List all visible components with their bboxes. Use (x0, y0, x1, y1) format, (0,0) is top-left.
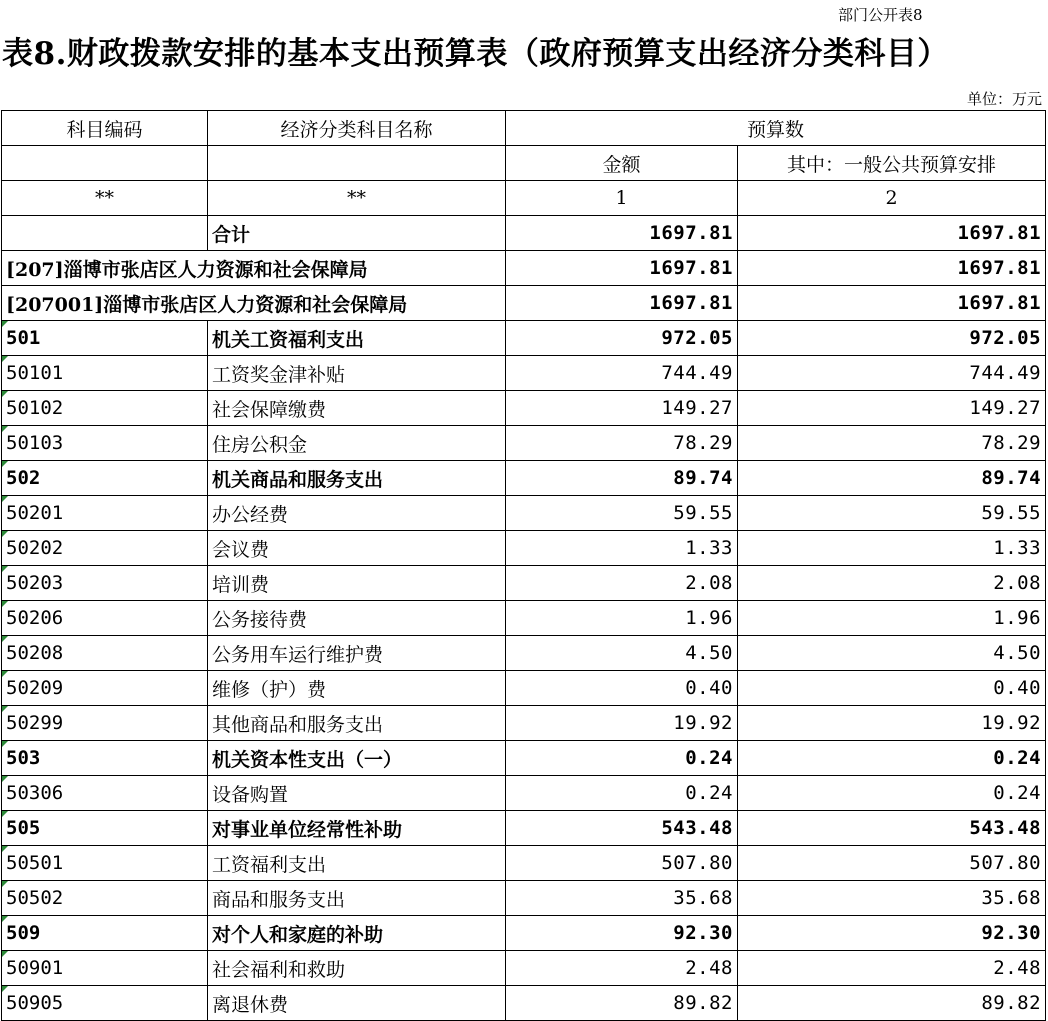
row-general: 89.82 (738, 986, 1046, 1021)
table-row (2, 776, 1046, 811)
row-amount: 744.49 (506, 356, 738, 391)
row-code: 50202 (2, 531, 208, 566)
row-amount: 1.96 (506, 601, 738, 636)
row-amount: 59.55 (506, 496, 738, 531)
row-amount: 35.68 (506, 881, 738, 916)
row-amount: 2.48 (506, 951, 738, 986)
row-code: 50102 (2, 391, 208, 426)
row-amount: 19.92 (506, 706, 738, 741)
table-row (2, 671, 1046, 706)
row-code: 503 (2, 741, 208, 776)
row-name: 机关资本性支出（一） (208, 741, 506, 776)
header-row-1 (2, 111, 1046, 146)
row-code: 50206 (2, 601, 208, 636)
table-row (2, 706, 1046, 741)
index-general: 2 (738, 181, 1046, 216)
row-general: 89.74 (738, 461, 1046, 496)
index-code: ** (2, 181, 208, 216)
row-name: [207]淄博市张店区人力资源和社会保障局 (2, 251, 506, 286)
row-code: 50103 (2, 426, 208, 461)
table-row (2, 741, 1046, 776)
table-row (2, 846, 1046, 881)
row-name: 住房公积金 (208, 426, 506, 461)
row-amount: 1697.81 (506, 286, 738, 321)
row-name: 公务用车运行维护费 (208, 636, 506, 671)
row-name: 其他商品和服务支出 (208, 706, 506, 741)
row-amount: 89.74 (506, 461, 738, 496)
row-code (2, 216, 208, 251)
row-general: 19.92 (738, 706, 1046, 741)
row-code: 509 (2, 916, 208, 951)
table-row (2, 601, 1046, 636)
table-row (2, 811, 1046, 846)
table-row (2, 531, 1046, 566)
row-amount: 1697.81 (506, 251, 738, 286)
table-row (2, 356, 1046, 391)
header-row-index (2, 181, 1046, 216)
index-name: ** (208, 181, 506, 216)
table-row (2, 391, 1046, 426)
row-general: 59.55 (738, 496, 1046, 531)
row-code: 50306 (2, 776, 208, 811)
page-title: 表8.财政拨款安排的基本支出预算表（政府预算支出经济分类科目） (2, 36, 949, 72)
table-row (2, 881, 1046, 916)
row-code: 502 (2, 461, 208, 496)
row-general: 0.24 (738, 741, 1046, 776)
col-header-general: 其中：一般公共预算安排 (738, 146, 1046, 181)
row-code: 501 (2, 321, 208, 356)
row-code: 50203 (2, 566, 208, 601)
form-number: 部门公开表8 (838, 6, 923, 24)
row-name: 离退休费 (208, 986, 506, 1021)
table-row (2, 636, 1046, 671)
row-amount: 0.24 (506, 741, 738, 776)
col-header-name: 经济分类科目名称 (208, 111, 506, 146)
table-row (2, 216, 1046, 251)
row-amount: 4.50 (506, 636, 738, 671)
row-amount: 2.08 (506, 566, 738, 601)
row-general: 2.48 (738, 951, 1046, 986)
table-row (2, 461, 1046, 496)
table-row (2, 986, 1046, 1021)
row-amount: 1697.81 (506, 216, 738, 251)
row-amount: 78.29 (506, 426, 738, 461)
row-general: 972.05 (738, 321, 1046, 356)
row-amount: 0.40 (506, 671, 738, 706)
row-name: 对个人和家庭的补助 (208, 916, 506, 951)
table-row (2, 251, 1046, 286)
row-name: 商品和服务支出 (208, 881, 506, 916)
row-name: 设备购置 (208, 776, 506, 811)
row-amount: 92.30 (506, 916, 738, 951)
row-code: 50901 (2, 951, 208, 986)
row-general: 4.50 (738, 636, 1046, 671)
table-row (2, 426, 1046, 461)
row-general: 744.49 (738, 356, 1046, 391)
row-general: 149.27 (738, 391, 1046, 426)
row-general: 78.29 (738, 426, 1046, 461)
row-name: 对事业单位经常性补助 (208, 811, 506, 846)
row-code: 50502 (2, 881, 208, 916)
col-header-budget: 预算数 (506, 111, 1046, 146)
header-empty-name (208, 146, 506, 181)
row-general: 1697.81 (738, 216, 1046, 251)
row-name: 维修（护）费 (208, 671, 506, 706)
header-row-2 (2, 146, 1046, 181)
table-row (2, 321, 1046, 356)
unit-label: 单位：万元 (966, 90, 1042, 108)
row-code: 50209 (2, 671, 208, 706)
row-amount: 89.82 (506, 986, 738, 1021)
row-amount: 543.48 (506, 811, 738, 846)
row-code: 50299 (2, 706, 208, 741)
row-code: 505 (2, 811, 208, 846)
row-code: 50201 (2, 496, 208, 531)
header-empty-code (2, 146, 208, 181)
budget-table-body (2, 111, 1046, 1021)
row-general: 0.24 (738, 776, 1046, 811)
row-general: 1.33 (738, 531, 1046, 566)
row-general: 507.80 (738, 846, 1046, 881)
row-code: 50501 (2, 846, 208, 881)
row-name: 机关工资福利支出 (208, 321, 506, 356)
row-general: 1697.81 (738, 251, 1046, 286)
table-row (2, 496, 1046, 531)
row-name: 机关商品和服务支出 (208, 461, 506, 496)
row-name: 工资福利支出 (208, 846, 506, 881)
row-general: 1697.81 (738, 286, 1046, 321)
row-amount: 149.27 (506, 391, 738, 426)
table-row (2, 916, 1046, 951)
row-general: 92.30 (738, 916, 1046, 951)
row-name: 会议费 (208, 531, 506, 566)
row-name: 社会保障缴费 (208, 391, 506, 426)
row-amount: 1.33 (506, 531, 738, 566)
row-general: 1.96 (738, 601, 1046, 636)
index-amount: 1 (506, 181, 738, 216)
row-code: 50101 (2, 356, 208, 391)
row-code: 50905 (2, 986, 208, 1021)
col-header-amount: 金额 (506, 146, 738, 181)
row-name: 培训费 (208, 566, 506, 601)
row-general: 35.68 (738, 881, 1046, 916)
row-name: [207001]淄博市张店区人力资源和社会保障局 (2, 286, 506, 321)
row-general: 543.48 (738, 811, 1046, 846)
budget-table (1, 110, 1046, 1021)
row-name: 工资奖金津补贴 (208, 356, 506, 391)
table-row (2, 286, 1046, 321)
row-amount: 0.24 (506, 776, 738, 811)
row-name: 社会福利和救助 (208, 951, 506, 986)
row-name: 合计 (208, 216, 506, 251)
row-amount: 972.05 (506, 321, 738, 356)
row-general: 0.40 (738, 671, 1046, 706)
row-code: 50208 (2, 636, 208, 671)
row-name: 办公经费 (208, 496, 506, 531)
row-general: 2.08 (738, 566, 1046, 601)
row-name: 公务接待费 (208, 601, 506, 636)
row-amount: 507.80 (506, 846, 738, 881)
table-row (2, 566, 1046, 601)
col-header-code: 科目编码 (2, 111, 208, 146)
table-row (2, 951, 1046, 986)
